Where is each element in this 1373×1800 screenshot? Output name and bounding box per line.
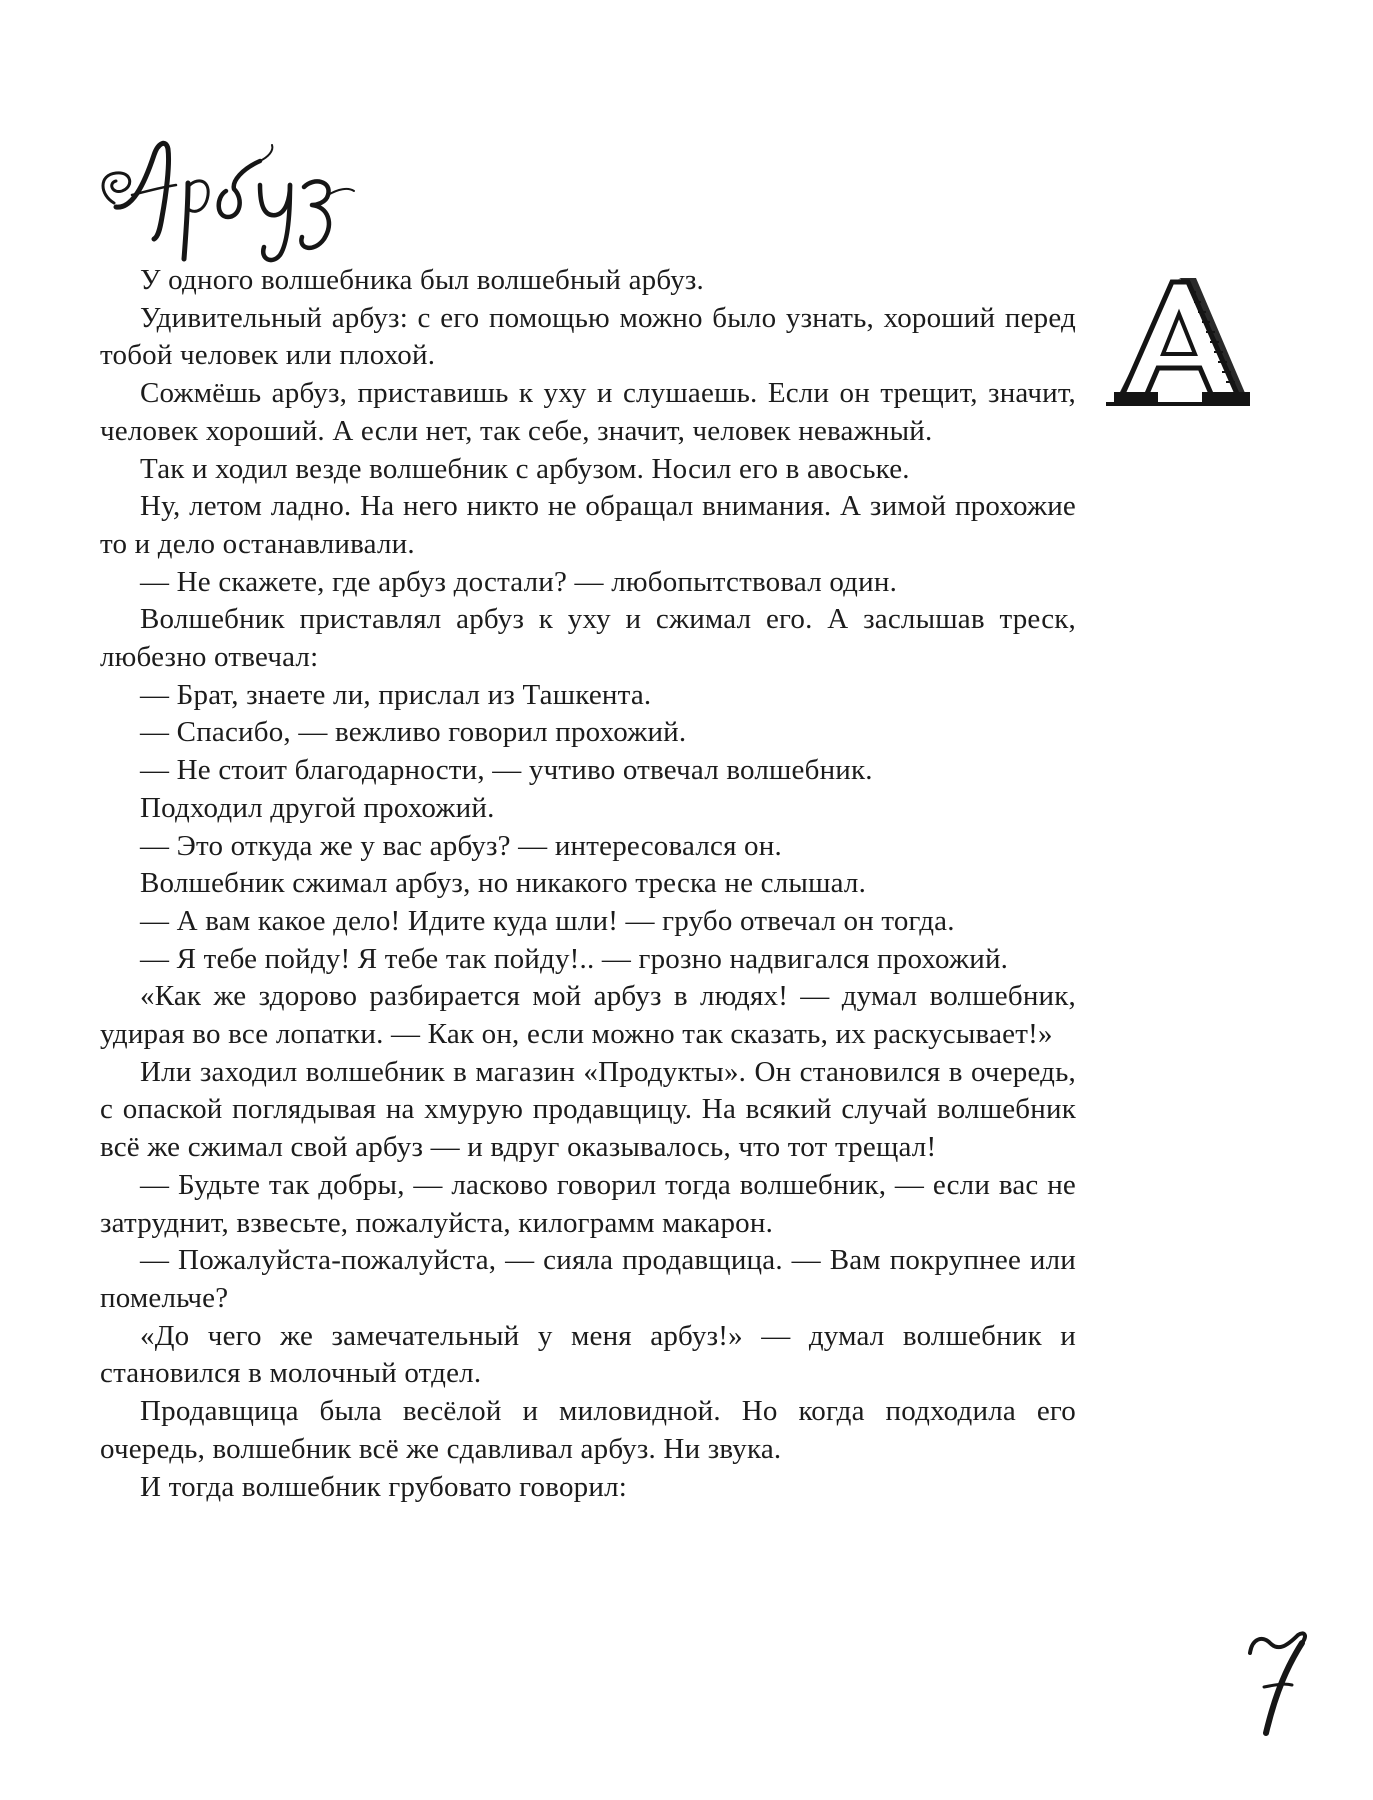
paragraph: Волшебник сжимал арбуз, но никакого треска не слышал. xyxy=(140,867,867,900)
paragraph: Удивительный арбуз: с его помощью можно было узнать, хороший перед тобой человек или плохой. xyxy=(100,301,1076,372)
page-number-glyph xyxy=(1240,1625,1320,1745)
paragraph: — Пожалуйста-пожалуйста, — сияла продавщица. — Вам покрупнее или помельче? xyxy=(100,1244,1076,1314)
paragraph: Волшебник приставлял арбуз к уху и сжимал его. А заслышав треск, любезно отвечал: xyxy=(100,603,1076,674)
paragraph: Сожмёшь арбуз, приставишь к уху и слушаешь. Если он трещит, значит, человек хороший. А если нет, так себе, значит, человек неважный. xyxy=(100,377,1076,447)
paragraph: — Будьте так добры, — ласково говорил тогда волшебник, — если вас не затруднит, взвесьте, пожалуйста, килограмм макарон. xyxy=(100,1168,1076,1239)
paragraph: — Не скажете, где арбуз достали? — любопытствовал один. xyxy=(140,565,898,598)
paragraph: — Брат, знаете ли, прислал из Ташкента. xyxy=(140,678,652,711)
paragraph: — Это откуда же у вас арбуз? — интересовался он. xyxy=(140,829,782,862)
page-number xyxy=(1240,1625,1320,1745)
paragraph: — А вам какое дело! Идите куда шли! — грубо отвечал он тогда. xyxy=(140,904,955,937)
paragraph: «Как же здорово разбирается мой арбуз в людях! — думал волшебник, удирая во все лопатки. — Как он, если можно так сказать, их раскусывает!» xyxy=(100,980,1076,1051)
paragraph: — Не стоит благодарности, — учтиво отвечал волшебник. xyxy=(140,754,873,787)
paragraph: Продавщица была весёлой и миловидной. Но когда подходила его очередь, волшебник всё же сдавливал арбуз. Ни звука. xyxy=(100,1395,1076,1465)
drop-cap-letter xyxy=(1100,268,1250,418)
paragraph: Или заходил волшебник в магазин «Продукты». Он становился в очередь, с опаской поглядывая на хмурую продавщицу. На всякий случай волшебник всё же сжимал свой арбуз — и вдруг оказывалось, что тот трещал! xyxy=(100,1055,1076,1164)
paragraph: «До чего же замечательный у меня арбуз!» — думал волшебник и становился в молочный отдел. xyxy=(100,1319,1076,1390)
paragraph: Подходил другой прохожий. xyxy=(140,791,495,824)
story-text xyxy=(100,262,1076,1506)
paragraph: — Я тебе пойду! Я тебе так пойду!.. — грозно надвигался прохожий. xyxy=(140,942,1009,975)
paragraph: У одного волшебника был волшебный арбуз. xyxy=(140,264,704,296)
paragraph: И тогда волшебник грубовато говорил: xyxy=(140,1470,628,1503)
paragraph: Так и ходил везде волшебник с арбузом. Носил его в авоське. xyxy=(140,452,910,485)
paragraph: Ну, летом ладно. На него никто не обращал внимания. А зимой прохожие то и дело останавливали. xyxy=(100,490,1076,560)
paragraph: — Спасибо, — вежливо говорил прохожий. xyxy=(140,716,687,749)
chapter-title xyxy=(92,125,392,265)
chapter-title-calligraphy xyxy=(92,125,392,265)
drop-cap-glyph xyxy=(1100,268,1250,418)
